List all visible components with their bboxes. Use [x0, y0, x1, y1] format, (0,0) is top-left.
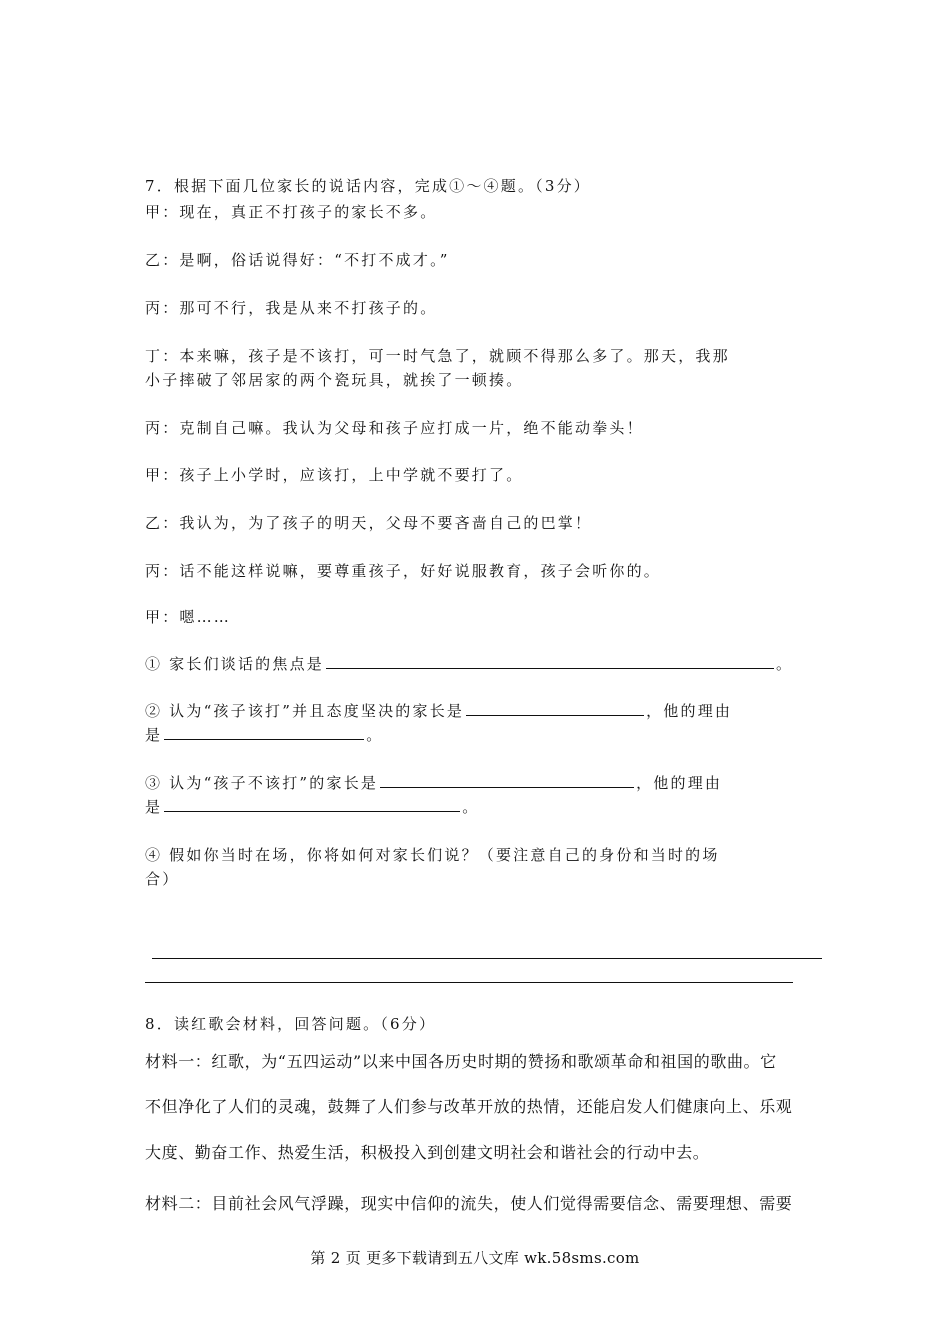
material-2-line: 材料二：目前社会风气浮躁，现实中信仰的流失，使人们觉得需要信念、需要理想、需要	[145, 1194, 793, 1213]
sub-question-1-prefix: ① 家长们谈话的焦点是	[145, 655, 324, 673]
sub-question-2-mid: ，他的理由	[646, 702, 733, 720]
page-footer: 第 2 页 更多下载请到五八文库 wk.58sms.com	[310, 1249, 640, 1267]
sub-question-1	[145, 654, 793, 674]
sub-question-3-suffix: 。	[462, 798, 480, 816]
sub-question-2	[145, 701, 732, 721]
answer-blank-3a[interactable]	[380, 773, 634, 788]
answer-blank-1[interactable]	[326, 654, 774, 669]
sub-question-3	[145, 773, 722, 793]
answer-blank-3b[interactable]	[164, 797, 460, 812]
sub-question-2-suffix: 。	[366, 726, 384, 744]
sub-question-2-line2	[145, 725, 383, 745]
dialog-line: 丙：克制自己嘛。我认为父母和孩子应打成一片，绝不能动拳头！	[145, 419, 644, 437]
sub-question-3-mid: ，他的理由	[636, 774, 723, 792]
dialog-line: 丙：话不能这样说嘛，要尊重孩子，好好说服教育，孩子会听你的。	[145, 562, 662, 580]
dialog-line: 甲：嗯……	[145, 608, 232, 626]
dialog-line: 乙：我认为，为了孩子的明天，父母不要吝啬自己的巴掌！	[145, 514, 593, 532]
sub-question-2-prefix: ② 认为“孩子该打”并且态度坚决的家长是	[145, 702, 465, 720]
sub-question-1-suffix: 。	[775, 655, 794, 673]
answer-blank-2b[interactable]	[164, 725, 364, 740]
material-1-line: 材料一：红歌，为“五四运动”以来中国各历史时期的赞扬和歌颂革命和祖国的歌曲。它	[145, 1052, 777, 1071]
question-8-title: 8．读红歌会材料，回答问题。（6分）	[145, 1015, 437, 1033]
sub-question-3-line2-prefix: 是	[145, 798, 163, 816]
sub-question-4-line2: 合）	[145, 870, 180, 888]
sub-question-2-line2-prefix: 是	[145, 726, 163, 744]
sub-question-4: ④ 假如你当时在场，你将如何对家长们说？（要注意自己的身份和当时的场	[145, 846, 720, 864]
material-1-line: 大度、勤奋工作、热爱生活，积极投入到创建文明社会和谐社会的行动中去。	[145, 1143, 710, 1162]
answer-line-4b[interactable]	[145, 982, 793, 983]
dialog-line: 甲：现在，真正不打孩子的家长不多。	[145, 203, 438, 221]
sub-question-3-line2	[145, 797, 479, 817]
material-1-line: 不但净化了人们的灵魂，鼓舞了人们参与改革开放的热情，还能启发人们健康向上、乐观	[145, 1097, 793, 1116]
dialog-line: 乙：是啊，俗话说得好：“不打不成才。”	[145, 251, 450, 269]
dialog-line: 甲：孩子上小学时，应该打，上中学就不要打了。	[145, 466, 524, 484]
answer-line-4a[interactable]	[152, 958, 822, 959]
dialog-line: 丙：那可不行，我是从来不打孩子的。	[145, 299, 438, 317]
dialog-line: 小子摔破了邻居家的两个瓷玩具，就挨了一顿揍。	[145, 371, 524, 389]
dialog-line: 丁：本来嘛，孩子是不该打，可一时气急了，就顾不得那么多了。那天，我那	[145, 347, 730, 365]
answer-blank-2a[interactable]	[466, 701, 644, 716]
question-7-title: 7．根据下面几位家长的说话内容，完成①～④题。（3分）	[145, 177, 591, 195]
sub-question-3-prefix: ③ 认为“孩子不该打”的家长是	[145, 774, 379, 792]
